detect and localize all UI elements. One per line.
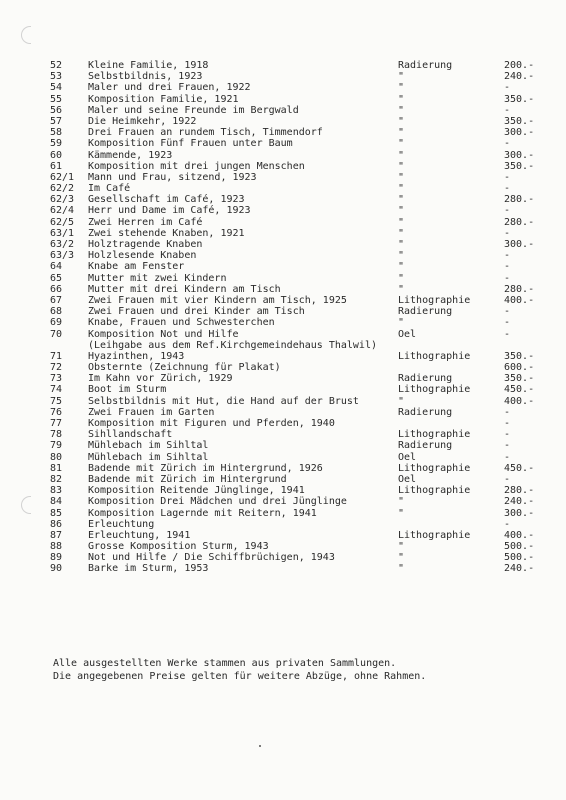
work-title: Komposition Fünf Frauen unter Baum <box>88 138 293 150</box>
catalogue-row <box>0 172 566 183</box>
catalogue-row <box>0 329 566 340</box>
catalogue-row <box>0 94 566 105</box>
work-price: 240.- <box>504 563 535 575</box>
catalogue-row <box>0 373 566 384</box>
work-price: 300.- <box>504 507 535 519</box>
work-technique: " <box>398 71 405 83</box>
catalogue-row <box>0 485 566 496</box>
work-price: 300.- <box>504 149 535 161</box>
catalogue-number: 62/4 <box>50 205 75 217</box>
work-price: 280.- <box>504 216 535 228</box>
footer-note-collections: Alle ausgestellten Werke stammen aus privaten Sammlungen. <box>53 658 397 669</box>
work-technique: " <box>398 261 405 273</box>
work-title: Drei Frauen an rundem Tisch, Timmendorf <box>88 127 323 139</box>
catalogue-row <box>0 508 566 519</box>
work-title: Mutter mit zwei Kindern <box>88 272 227 284</box>
work-price: - <box>504 451 511 463</box>
work-technique: " <box>398 272 405 284</box>
catalogue-row <box>0 284 566 295</box>
work-price: 200.- <box>504 60 535 71</box>
catalogue-number: 74 <box>50 384 63 396</box>
work-technique: Lithographie <box>398 294 471 306</box>
work-title: Herr und Dame im Café, 1923 <box>88 205 251 217</box>
work-title: Knabe am Fenster <box>88 261 185 273</box>
work-price: 400.- <box>504 294 535 306</box>
work-technique: " <box>398 138 405 150</box>
catalogue-row <box>0 541 566 552</box>
catalogue-number: 56 <box>50 104 63 116</box>
catalogue-row <box>0 452 566 463</box>
catalogue-number: 63/2 <box>50 239 75 250</box>
catalogue-row <box>0 362 566 373</box>
work-price: 600.- <box>504 362 535 374</box>
work-technique: " <box>398 205 405 217</box>
catalogue-number: 71 <box>50 350 63 362</box>
work-price: - <box>504 272 511 284</box>
work-price: 350.- <box>504 373 535 385</box>
work-technique: Lithographie <box>398 384 471 396</box>
work-technique: " <box>398 149 405 161</box>
work-title: Selbstbildnis mit Hut, die Hand auf der Brust <box>88 395 359 407</box>
work-price: 350.- <box>504 350 535 362</box>
catalogue-number: 72 <box>50 362 63 374</box>
catalogue-row <box>0 463 566 474</box>
catalogue-number: 75 <box>50 395 63 407</box>
work-technique: " <box>398 317 405 329</box>
catalogue-number: 87 <box>50 529 63 541</box>
work-technique: Lithographie <box>398 429 471 441</box>
work-technique: Oel <box>398 451 417 463</box>
work-title: Erleuchtung, 1941 <box>88 529 191 541</box>
work-technique: Radierung <box>398 440 453 452</box>
work-price: - <box>504 250 511 262</box>
work-technique: Radierung <box>398 60 453 71</box>
work-price: - <box>504 406 511 418</box>
work-title: Im Café <box>88 183 131 195</box>
work-price: 300.- <box>504 127 535 139</box>
work-price: 240.- <box>504 71 535 83</box>
work-title: Gesellschaft im Café, 1923 <box>88 194 245 206</box>
work-technique: " <box>398 194 405 206</box>
catalogue-number: 69 <box>50 317 63 329</box>
work-price: 450.- <box>504 462 535 474</box>
catalogue-row <box>0 440 566 451</box>
work-technique: " <box>398 541 405 553</box>
catalogue-number: 63/1 <box>50 227 75 239</box>
work-price: - <box>504 473 511 485</box>
work-price: 450.- <box>504 384 535 396</box>
catalogue-number: 89 <box>50 552 63 564</box>
catalogue-row <box>0 295 566 306</box>
work-technique: " <box>398 283 405 295</box>
paper-speck <box>259 745 261 747</box>
catalogue-row <box>0 250 566 261</box>
catalogue-row <box>0 530 566 541</box>
work-technique: Lithographie <box>398 485 471 497</box>
work-title: Zwei Frauen und drei Kinder am Tisch <box>88 306 305 318</box>
catalogue-number: 90 <box>50 563 63 575</box>
catalogue-row <box>0 340 566 351</box>
work-price: - <box>504 205 511 217</box>
catalogue-number: 86 <box>50 518 63 530</box>
work-price: - <box>504 328 511 340</box>
work-title: Mühlebach im Sihltal <box>88 440 209 452</box>
catalogue-number: 76 <box>50 406 63 418</box>
work-title: Holztragende Knaben <box>88 239 203 250</box>
work-technique: " <box>398 552 405 564</box>
catalogue-row <box>0 418 566 429</box>
catalogue-row <box>0 138 566 149</box>
catalogue-number: 77 <box>50 418 63 429</box>
work-title: Not und Hilfe / Die Schiffbrüchigen, 1943 <box>88 552 335 564</box>
footer-notes <box>53 657 426 683</box>
catalogue-number: 64 <box>50 261 63 273</box>
catalogue-row <box>0 563 566 574</box>
work-technique: " <box>398 171 405 183</box>
catalogue-number: 61 <box>50 160 63 172</box>
catalogue-number: 83 <box>50 485 63 497</box>
catalogue-number: 55 <box>50 93 63 105</box>
work-technique: " <box>398 183 405 195</box>
catalogue-row <box>0 194 566 205</box>
work-title: Zwei Herren im Café <box>88 216 203 228</box>
catalogue-row <box>0 273 566 284</box>
catalogue-number: 57 <box>50 115 63 127</box>
catalogue-number: 60 <box>50 149 63 161</box>
catalogue-number: 53 <box>50 71 63 83</box>
work-title: Komposition mit Figuren und Pferden, 1940 <box>88 418 335 429</box>
work-technique: Radierung <box>398 373 453 385</box>
work-price: - <box>504 418 511 429</box>
catalogue-number: 58 <box>50 127 63 139</box>
work-technique: " <box>398 227 405 239</box>
catalogue-number: 78 <box>50 429 63 441</box>
work-title: Hyazinthen, 1943 <box>88 350 185 362</box>
work-price: 500.- <box>504 541 535 553</box>
work-technique: Lithographie <box>398 462 471 474</box>
work-technique: " <box>398 93 405 105</box>
work-technique: " <box>398 82 405 94</box>
work-technique: " <box>398 239 405 250</box>
catalogue-row <box>0 261 566 272</box>
work-title: Boot im Sturm <box>88 384 167 396</box>
catalogue-number: 63/3 <box>50 250 75 262</box>
catalogue-row <box>0 217 566 228</box>
work-title: Komposition mit drei jungen Menschen <box>88 160 305 172</box>
work-price: - <box>504 138 511 150</box>
work-price: - <box>504 171 511 183</box>
work-title: Maler und seine Freunde im Bergwald <box>88 104 299 116</box>
catalogue-row <box>0 496 566 507</box>
work-title: (Leihgabe aus dem Ref.Kirchgemeindehaus Thalwil) <box>88 339 377 351</box>
work-title: Komposition Not und Hilfe <box>88 328 239 340</box>
catalogue-number: 82 <box>50 473 63 485</box>
work-title: Zwei Frauen im Garten <box>88 406 215 418</box>
work-technique: Radierung <box>398 306 453 318</box>
catalogue-number: 80 <box>50 451 63 463</box>
catalogue-number: 62/5 <box>50 216 75 228</box>
work-technique: " <box>398 216 405 228</box>
catalogue-number: 73 <box>50 373 63 385</box>
catalogue-number: 84 <box>50 496 63 508</box>
catalogue-number: 79 <box>50 440 63 452</box>
work-price: 350.- <box>504 93 535 105</box>
work-title: Erleuchtung <box>88 518 155 530</box>
work-title: Mutter mit drei Kindern am Tisch <box>88 283 281 295</box>
catalogue-row <box>0 351 566 362</box>
work-title: Selbstbildnis, 1923 <box>88 71 203 83</box>
catalogue-number: 62/2 <box>50 183 75 195</box>
work-price: - <box>504 317 511 329</box>
work-title: Kämmende, 1923 <box>88 149 173 161</box>
work-title: Knabe, Frauen und Schwesterchen <box>88 317 275 329</box>
work-technique: " <box>398 250 405 262</box>
catalogue-row <box>0 384 566 395</box>
catalogue-row <box>0 82 566 93</box>
work-technique: Lithographie <box>398 350 471 362</box>
punch-hole-mark <box>21 26 31 44</box>
work-price: 350.- <box>504 115 535 127</box>
work-price: 280.- <box>504 194 535 206</box>
work-title: Mühlebach im Sihltal <box>88 451 209 463</box>
work-title: Komposition Reitende Jünglinge, 1941 <box>88 485 305 497</box>
work-technique: Oel <box>398 328 417 340</box>
catalogue-row <box>0 228 566 239</box>
catalogue-row <box>0 317 566 328</box>
work-price: - <box>504 518 511 530</box>
work-title: Zwei Frauen mit vier Kindern am Tisch, 1925 <box>88 294 347 306</box>
work-price: - <box>504 429 511 441</box>
work-price: - <box>504 261 511 273</box>
catalogue-row <box>0 127 566 138</box>
work-title: Mann und Frau, sitzend, 1923 <box>88 171 257 183</box>
catalogue-number: 54 <box>50 82 63 94</box>
catalogue-row <box>0 429 566 440</box>
work-title: Sihllandschaft <box>88 429 173 441</box>
catalogue-number: 62/3 <box>50 194 75 206</box>
catalogue-row <box>0 105 566 116</box>
work-technique: " <box>398 507 405 519</box>
work-title: Holzlesende Knaben <box>88 250 197 262</box>
catalogue-row <box>0 239 566 250</box>
catalogue-row <box>0 116 566 127</box>
catalogue-number: 88 <box>50 541 63 553</box>
work-price: 500.- <box>504 552 535 564</box>
work-price: 400.- <box>504 529 535 541</box>
work-price: - <box>504 227 511 239</box>
work-price: 350.- <box>504 160 535 172</box>
work-price: 300.- <box>504 239 535 250</box>
catalogue-row <box>0 183 566 194</box>
catalogue-number: 67 <box>50 294 63 306</box>
catalogue-row <box>0 519 566 530</box>
work-price: - <box>504 440 511 452</box>
catalogue-number: 70 <box>50 328 63 340</box>
work-title: Maler und drei Frauen, 1922 <box>88 82 251 94</box>
catalogue-list <box>0 60 566 575</box>
work-price: - <box>504 82 511 94</box>
work-technique: " <box>398 496 405 508</box>
work-technique: " <box>398 127 405 139</box>
work-title: Badende mit Zürich im Hintergrund <box>88 473 287 485</box>
work-title: Komposition Familie, 1921 <box>88 93 239 105</box>
catalogue-number: 81 <box>50 462 63 474</box>
work-title: Komposition Drei Mädchen und drei Jünglinge <box>88 496 347 508</box>
catalogue-number: 52 <box>50 60 63 71</box>
catalogue-number: 65 <box>50 272 63 284</box>
catalogue-row <box>0 71 566 82</box>
catalogue-row <box>0 552 566 563</box>
work-price: - <box>504 183 511 195</box>
work-technique: Radierung <box>398 406 453 418</box>
work-technique: " <box>398 160 405 172</box>
work-title: Komposition Lagernde mit Reitern, 1941 <box>88 507 317 519</box>
work-title: Barke im Sturm, 1953 <box>88 563 209 575</box>
work-title: Obsternte (Zeichnung für Plakat) <box>88 362 281 374</box>
catalogue-row <box>0 150 566 161</box>
work-price: 280.- <box>504 485 535 497</box>
footer-note-prices: Die angegebenen Preise gelten für weitere Abzüge, ohne Rahmen. <box>53 671 427 682</box>
work-price: 240.- <box>504 496 535 508</box>
catalogue-number: 85 <box>50 507 63 519</box>
work-price: - <box>504 306 511 318</box>
work-title: Zwei stehende Knaben, 1921 <box>88 227 245 239</box>
catalogue-row <box>0 407 566 418</box>
catalogue-row <box>0 306 566 317</box>
catalogue-number: 66 <box>50 283 63 295</box>
work-price: 400.- <box>504 395 535 407</box>
catalogue-number: 68 <box>50 306 63 318</box>
catalogue-row <box>0 396 566 407</box>
work-technique: " <box>398 563 405 575</box>
catalogue-row <box>0 205 566 216</box>
work-technique: " <box>398 115 405 127</box>
work-price: - <box>504 104 511 116</box>
catalogue-number: 62/1 <box>50 171 75 183</box>
catalogue-row <box>0 60 566 71</box>
work-title: Grosse Komposition Sturm, 1943 <box>88 541 269 553</box>
work-technique: " <box>398 395 405 407</box>
work-title: Kleine Familie, 1918 <box>88 60 209 71</box>
work-technique: Lithographie <box>398 529 471 541</box>
catalogue-number: 59 <box>50 138 63 150</box>
catalogue-row <box>0 161 566 172</box>
work-technique: " <box>398 104 405 116</box>
work-title: Badende mit Zürich im Hintergrund, 1926 <box>88 462 323 474</box>
work-title: Die Heimkehr, 1922 <box>88 115 197 127</box>
work-title: Im Kahn vor Zürich, 1929 <box>88 373 233 385</box>
work-price: 280.- <box>504 283 535 295</box>
work-technique: Oel <box>398 473 417 485</box>
catalogue-row <box>0 474 566 485</box>
